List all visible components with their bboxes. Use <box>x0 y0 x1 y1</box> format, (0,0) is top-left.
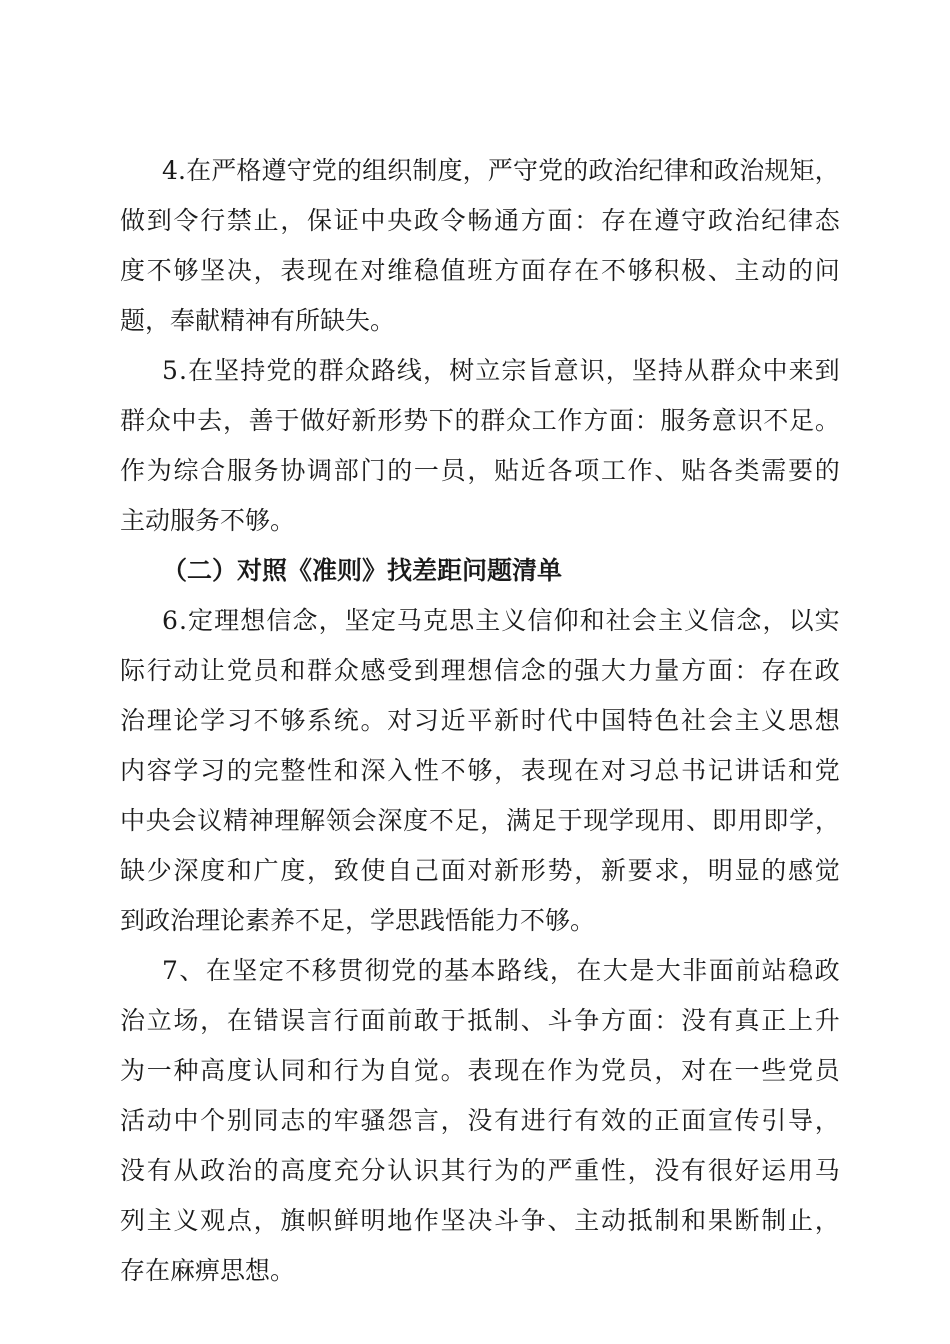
paragraph-line: 群 众 中 去 ， 善 于 做 好 新 形 势 下 的 群 众 工 作 方 面 ： 服 务 意 识 不 足 。 <box>120 406 840 435</box>
paragraph-line: 治 理 论 学 习 不 够 系 统 。 对 习 近 平 新 时 代 中 国 特 色 社 会 主 义 思 想 <box>120 706 840 735</box>
paragraph-line: 列 主 义 观 点 ， 旗 帜 鲜 明 地 作 坚 决 斗 争 、 主 动 抵 制 和 果 断 制 止 ， <box>120 1206 840 1235</box>
document-body <box>120 146 840 1296</box>
paragraph-line: 为 一 种 高 度 认 同 和 行 为 自 觉 。 表 现 在 作 为 党 员 ， 对 在 一 些 党 员 <box>120 1056 840 1085</box>
paragraph-line: 没 有 从 政 治 的 高 度 充 分 认 识 其 行 为 的 严 重 性 ， 没 有 很 好 运 用 马 <box>120 1156 840 1185</box>
paragraph-line: 作 为 综 合 服 务 协 调 部 门 的 一 员 ， 贴 近 各 项 工 作 、 贴 各 类 需 要 的 <box>120 456 840 485</box>
paragraph-line: 际 行 动 让 党 员 和 群 众 感 受 到 理 想 信 念 的 强 大 力 量 方 面 ： 存 在 政 <box>120 656 840 685</box>
paragraph-line: 7 、 在 坚 定 不 移 贯 彻 党 的 基 本 路 线 ， 在 大 是 大 非 面 前 站 稳 政 <box>162 956 840 985</box>
paragraph-line: 活 动 中 个 别 同 志 的 牢 骚 怨 言 ， 没 有 进 行 有 效 的 正 面 宣 传 引 导 ， <box>120 1106 840 1135</box>
paragraph <box>120 596 840 946</box>
paragraph-line: 5 . 在 坚 持 党 的 群 众 路 线 ， 树 立 宗 旨 意 识 ， 坚 持 从 群 众 中 来 到 <box>162 356 840 385</box>
heading-text: （二）对照《准则》找差距问题清单 <box>162 556 563 585</box>
paragraph-line: 到政治理论素养不足，学思践悟能力不够。 <box>120 906 596 935</box>
paragraph-line: 主动服务不够。 <box>120 506 296 535</box>
paragraph <box>120 946 840 1296</box>
paragraph-line: 题，奉献精神有所缺失。 <box>120 306 396 335</box>
section-heading <box>120 546 840 596</box>
document-page <box>120 146 840 1296</box>
paragraph-line: 内 容 学 习 的 完 整 性 和 深 入 性 不 够 ， 表 现 在 对 习 总 书 记 讲 话 和 党 <box>120 756 840 785</box>
paragraph-line: 度 不 够 坚 决 ， 表 现 在 对 维 稳 值 班 方 面 存 在 不 够 积 极 、 主 动 的 问 <box>120 256 840 285</box>
paragraph-line: 中 央 会 议 精 神 理 解 领 会 深 度 不 足 ， 满 足 于 现 学 现 用 、 即 用 即 学 ， <box>120 806 840 835</box>
paragraph-line: 做 到 令 行 禁 止 ， 保 证 中 央 政 令 畅 通 方 面 ： 存 在 遵 守 政 治 纪 律 态 <box>120 206 840 235</box>
paragraph-line: 存在麻痹思想。 <box>120 1256 296 1285</box>
paragraph-line: 4 . 在 严 格 遵 守 党 的 组 织 制 度 ， 严 守 党 的 政 治 纪 律 和 政 治 规 矩 ， <box>162 156 840 185</box>
paragraph <box>120 146 840 346</box>
paragraph-line: 治 立 场 ， 在 错 误 言 行 面 前 敢 于 抵 制 、 斗 争 方 面 ： 没 有 真 正 上 升 <box>120 1006 840 1035</box>
paragraph-line: 6 . 定 理 想 信 念 ， 坚 定 马 克 思 主 义 信 仰 和 社 会 主 义 信 念 ， 以 实 <box>162 606 840 635</box>
paragraph-line: 缺 少 深 度 和 广 度 ， 致 使 自 己 面 对 新 形 势 ， 新 要 求 ， 明 显 的 感 觉 <box>120 856 840 885</box>
paragraph <box>120 346 840 546</box>
